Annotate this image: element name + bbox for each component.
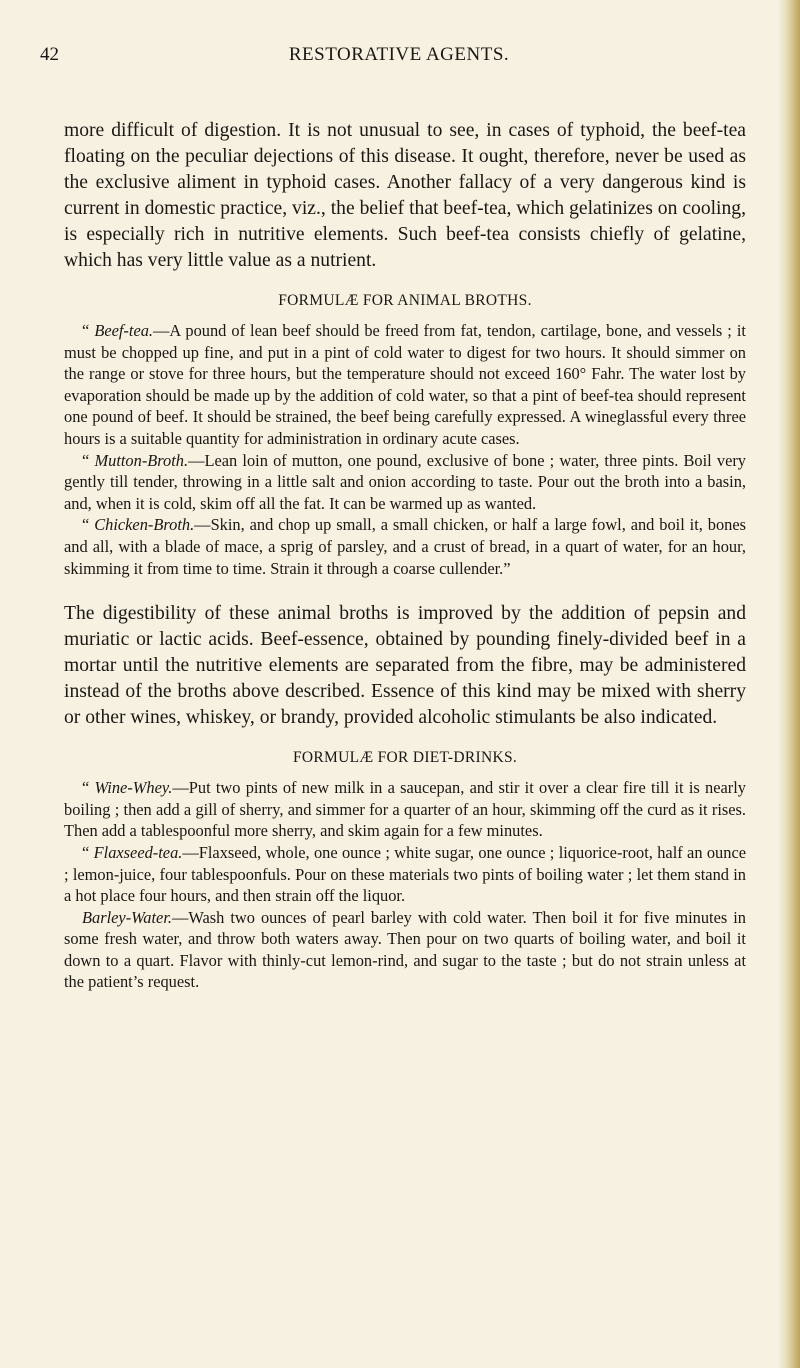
- recipe-title: Beef-tea.: [94, 321, 154, 340]
- quote-mark: “: [82, 842, 90, 862]
- recipe-title: Wine-Whey.: [94, 778, 173, 798]
- recipe-barley-water: [64, 907, 746, 993]
- recipe-body: —A pound of lean beef should be freed from fat, tendon, cartilage, bone, and vessels ; it must be chopped up fine, and put in a pint of cold water to digest for two hours. It should simmer on the range or stove for three hours, but the temperature should not exceed 160° Fahr. The water lost by evaporation should be made up by the addition of cold water, so that a pint of beef-tea should represent one pound of beef. It should be strained, the beef being carefully expressed. A wineglassful every three hours is a suitable quantity for administration in ordinary acute cases.: [64, 321, 746, 448]
- recipe-flaxseed-tea: [64, 842, 746, 907]
- recipe-title: Chicken-Broth.: [94, 515, 195, 535]
- recipe-body: —Flaxseed, whole, one ounce ; white sugar, one ounce ; liquorice-root, half an ounce ; lemon-juice, four tablespoonfuls. Pour on these materials two pints of boiling water ; let them stand in a hot place four hours, and then strain off the liquor.: [64, 842, 746, 906]
- recipe-body: —Lean loin of mutton, one pound, exclusive of bone ; water, three pints. Boil very gently till tender, throwing in a little salt and onion according to taste. Pour out the broth into a basin, and, when it is cold, skim off all the fat. It can be warmed up as wanted.: [64, 450, 747, 513]
- quote-mark: “: [82, 450, 90, 470]
- page-edge: [778, 0, 800, 1368]
- section-heading-animal-broths: FORMULÆ FOR ANIMAL BROTHS.: [278, 292, 532, 309]
- recipe-title: Flaxseed-tea.: [93, 842, 183, 862]
- intro-paragraph: more difficult of digestion. It is not unusual to see, in cases of typhoid, the beef-tea floating on the peculiar dejections of this disease. It ought, therefore, never be used as the exclusive aliment in typhoid cases. Another fallacy of a very dangerous kind is current in domestic practice, viz., the belief that beef-tea, which gelatinizes on cooling, is especially rich in nutritive elements. Such beef-tea consists chiefly of gelatine, which has very little value as a nutrient.: [64, 120, 746, 271]
- page-content: [64, 118, 746, 993]
- recipe-beef-tea: [64, 320, 746, 450]
- quote-mark: “: [82, 515, 90, 535]
- recipe-chicken-broth: [64, 514, 746, 579]
- page-header: [40, 44, 758, 68]
- recipe-mutton-broth: [64, 450, 746, 515]
- recipe-title: Mutton-Broth.: [94, 450, 189, 470]
- recipe-title: Barley-Water.: [82, 907, 172, 927]
- quote-mark: “: [82, 321, 90, 340]
- spacer: [64, 579, 746, 601]
- recipe-wine-whey: [64, 777, 746, 842]
- middle-paragraph: The digestibility of these animal broths is improved by the addition of pepsin and muriatic or lactic acids. Beef-essence, obtained by pounding finely-divided beef in a mortar until the nutritive elements are separated from the fibre, may be administered instead of the broths above described. Essence of this kind may be mixed with sherry or other wines, whiskey, or brandy, provided alcoholic stimulants be also indicated.: [64, 603, 746, 729]
- recipe-body: —Skin, and chop up small, a small chicken, or half a large fowl, and boil it, bones and all, with a blade of mace, a sprig of parsley, and a crust of bread, in a quart of water, for an hour, skimming it from time to time. Strain it through a coarse cullender.”: [64, 515, 746, 578]
- recipe-body: —Put two pints of new milk in a saucepan, and stir it over a clear fire till it is nearly boiling ; then add a gill of sherry, and simmer for a quarter of an hour, skimming off the curd as it rises. Then add a tablespoonful more sherry, and skim again for a few minutes.: [64, 778, 746, 841]
- running-head: RESTORATIVE AGENTS.: [288, 44, 510, 65]
- recipe-body: —Wash two ounces of pearl barley with cold water. Then boil it for five minutes in some fresh water, and throw both waters away. Then pour on two quarts of boiling water, and boil it down to a quart. Flavor with thinly-cut lemon-rind, and sugar to the taste ; but do not strain unless at the patient’s request.: [64, 907, 746, 992]
- quote-mark: “: [82, 778, 90, 798]
- section-heading-diet-drinks: FORMULÆ FOR DIET-DRINKS.: [292, 749, 518, 767]
- page-number: 42: [40, 44, 59, 65]
